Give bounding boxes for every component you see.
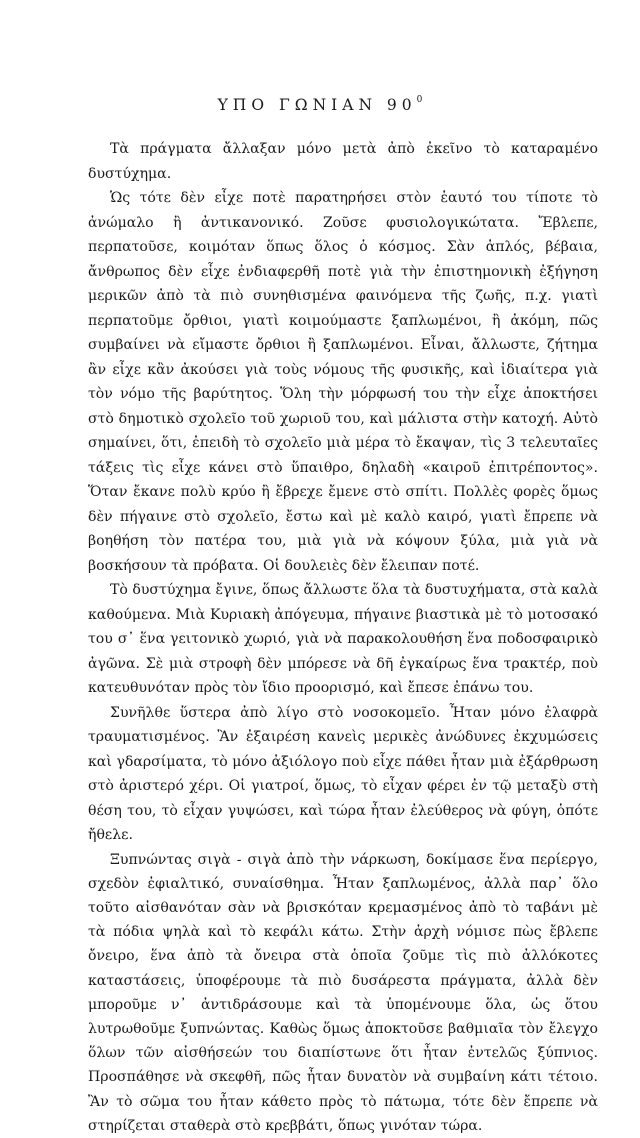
chapter-heading bbox=[0, 96, 640, 114]
degree-mark: 0 bbox=[416, 94, 423, 105]
paragraph-1: Τὰ πράγματα ἄλλαξαν μόνο μετὰ ἀπὸ ἐκεῖνο τὸ καταραμένο δυστύχημα. bbox=[88, 141, 598, 182]
paragraph-3: Τὸ δυστύχημα ἔγινε, ὅπως ἄλλωστε ὅλα τὰ δυστυχήματα, στὰ καλὰ καθούμενα. Μιὰ Κυριακὴ ἀπόγευμα, πήγαινε βιαστικὰ μὲ τὸ μοτοσακό του σ᾽ ἕνα γειτονικὸ χωριό, γιὰ νὰ παρακολουθήση ἕνα ποδοσφαιρικὸ ἀγῶνα. Σὲ μιὰ στροφὴ δὲν μπόρεσε νὰ δῆ ἐγκαίρως ἕνα τρακτέρ, ποὺ κατευθυνόταν πρὸς τὸν ἴδιο προορισμό, καὶ ἔπεσε ἐπάνω του. bbox=[88, 582, 598, 696]
chapter-title: ΥΠΟ ΓΩΝΙΑΝ 90 bbox=[217, 96, 417, 114]
chapter-body bbox=[88, 137, 598, 1138]
paragraph-4: Συνῆλθε ὕστερα ἀπὸ λίγο στὸ νοσοκομεῖο. Ἦταν μόνο ἐλαφρὰ τραυματισμένος. Ἂν ἐξαιρέση κανεὶς μερικὲς ἀνώδυνες ἐκχυμώσεις καὶ γδαρσίματα, τὸ μόνο ἀξιόλογο ποὺ εἶχε πάθει ἦταν μιὰ ἐξάρθρωση στὸ ἀριστερό χέρι. Οἱ γιατροί, ὅμως, τὸ εἶχαν φέρει ἐν τῷ μεταξὺ στὴ θέση του, τὸ εἶχαν γυψώσει, καὶ τώρα ἦταν ἐλεύθερος νὰ φύγη, ὁπότε ἤθελε. bbox=[88, 704, 598, 843]
paragraph-2: Ὡς τότε δὲν εἶχε ποτὲ παρατηρήσει στὸν ἑαυτό του τίποτε τὸ ἀνώμαλο ἢ ἀντικανονικό. Ζοῦσε φυσιολογικώτατα. Ἔβλεπε, περπατοῦσε, κοιμόταν ὅπως ὅλος ὁ κόσμος. Σὰν ἁπλός, βέβαια, ἄνθρωπος δὲν εἶχε ἐνδιαφερθῆ ποτὲ γιὰ τὴν ἐπιστημονικὴ ἐξήγηση μερικῶν ἀπὸ τὰ πιὸ συνηθισμένα φαινόμενα τῆς ζωῆς, π.χ. γιατὶ περπατοῦμε ὄρθιοι, γιατὶ κοιμούμαστε ξαπλωμένοι, ἢ ἀκόμη, πῶς συμβαίνει νὰ εἴμαστε ὄρθιοι ἢ ξαπλωμένοι. Εἶναι, ἄλλωστε, ζήτημα ἂν εἶχε κἂν ἀκούσει γιὰ τοὺς νόμους τῆς φυσικῆς, καὶ ἰδιαίτερα γιὰ τὸν νόμο τῆς βαρύτητος. Ὅλη τὴν μόρφωσή του τὴν εἶχε ἀποκτήσει στὸ δημοτικὸ σχολεῖο τοῦ χωριοῦ του, καὶ μάλιστα στὴν κατοχή. Αὐτὸ σημαίνει, ὅτι, ἐπειδὴ τὸ σχολεῖο μιὰ μέρα τὸ ἔκαψαν, τὶς 3 τελευταῖες τάξεις τὶς εἶχε κάνει στὸ ὕπαιθρο, δηλαδὴ «καιροῦ ἐπιτρέποντος». Ὅταν ἔκανε πολὺ κρύο ἢ ἔβρεχε ἔμενε στὸ σπίτι. Πολλὲς φορὲς ὅμως δὲν πήγαινε στὸ σχολεῖο, ἔστω καὶ μὲ καλὸ καιρό, γιατὶ ἔπρεπε νὰ βοηθήση τὸν πατέρα του, μιὰ γιὰ νὰ κόψουν ξύλα, μιὰ γιὰ νὰ βοσκήσουν τὰ πρόβατα. Οἱ δουλειὲς δὲν ἔλειπαν ποτέ. bbox=[88, 190, 598, 574]
paragraph-5: Ξυπνώντας σιγὰ - σιγὰ ἀπὸ τὴν νάρκωση, δοκίμασε ἕνα περίεργο, σχεδὸν ἐφιαλτικό, συναίσθημα. Ἦταν ξαπλωμένος, ἀλλὰ παρ᾽ ὅλο τοῦτο αἰσθανόταν σὰν νὰ βρισκόταν κρεμασμένος ἀπὸ τὸ ταβάνι μὲ τὰ πόδια ψηλὰ καὶ τὸ κεφάλι κάτω. Στὴν ἀρχὴ νόμισε πὼς ἔβλεπε ὄνειρο, ἕνα ἀπὸ τὰ ὄνειρα στὰ ὁποῖα ζοῦμε τὶς πιὸ ἀλλόκοτες καταστάσεις, ὑποφέρουμε τὰ πιὸ δυσάρεστα πράγματα, ἀλλὰ δὲν μποροῦμε ν᾽ ἀντιδράσουμε καὶ τὰ ὑπομένουμε ὅλα, ὡς ὅτου λυτρωθοῦμε ξυπνώντας. Καθὼς ὅμως ἀποκτοῦσε βαθμιαῖα τὸν ἔλεγχο ὅλων τῶν αἰσθήσεών του διαπίστωνε ὅτι ἦταν ἐντελῶς ξύπνιος. Προσπάθησε νὰ σκεφθῆ, πῶς ἦταν δυνατὸν νὰ συμβαίνη κάτι τέτοιο. Ἂν τὸ σῶμα του ἦταν κάθετο πρὸς τὸ πάτωμα, τότε δὲν ἔπρεπε νὰ στηρίζεται σταθερὰ στὸ κρεββάτι, ὅπως γινόταν τώρα. bbox=[88, 851, 598, 1134]
